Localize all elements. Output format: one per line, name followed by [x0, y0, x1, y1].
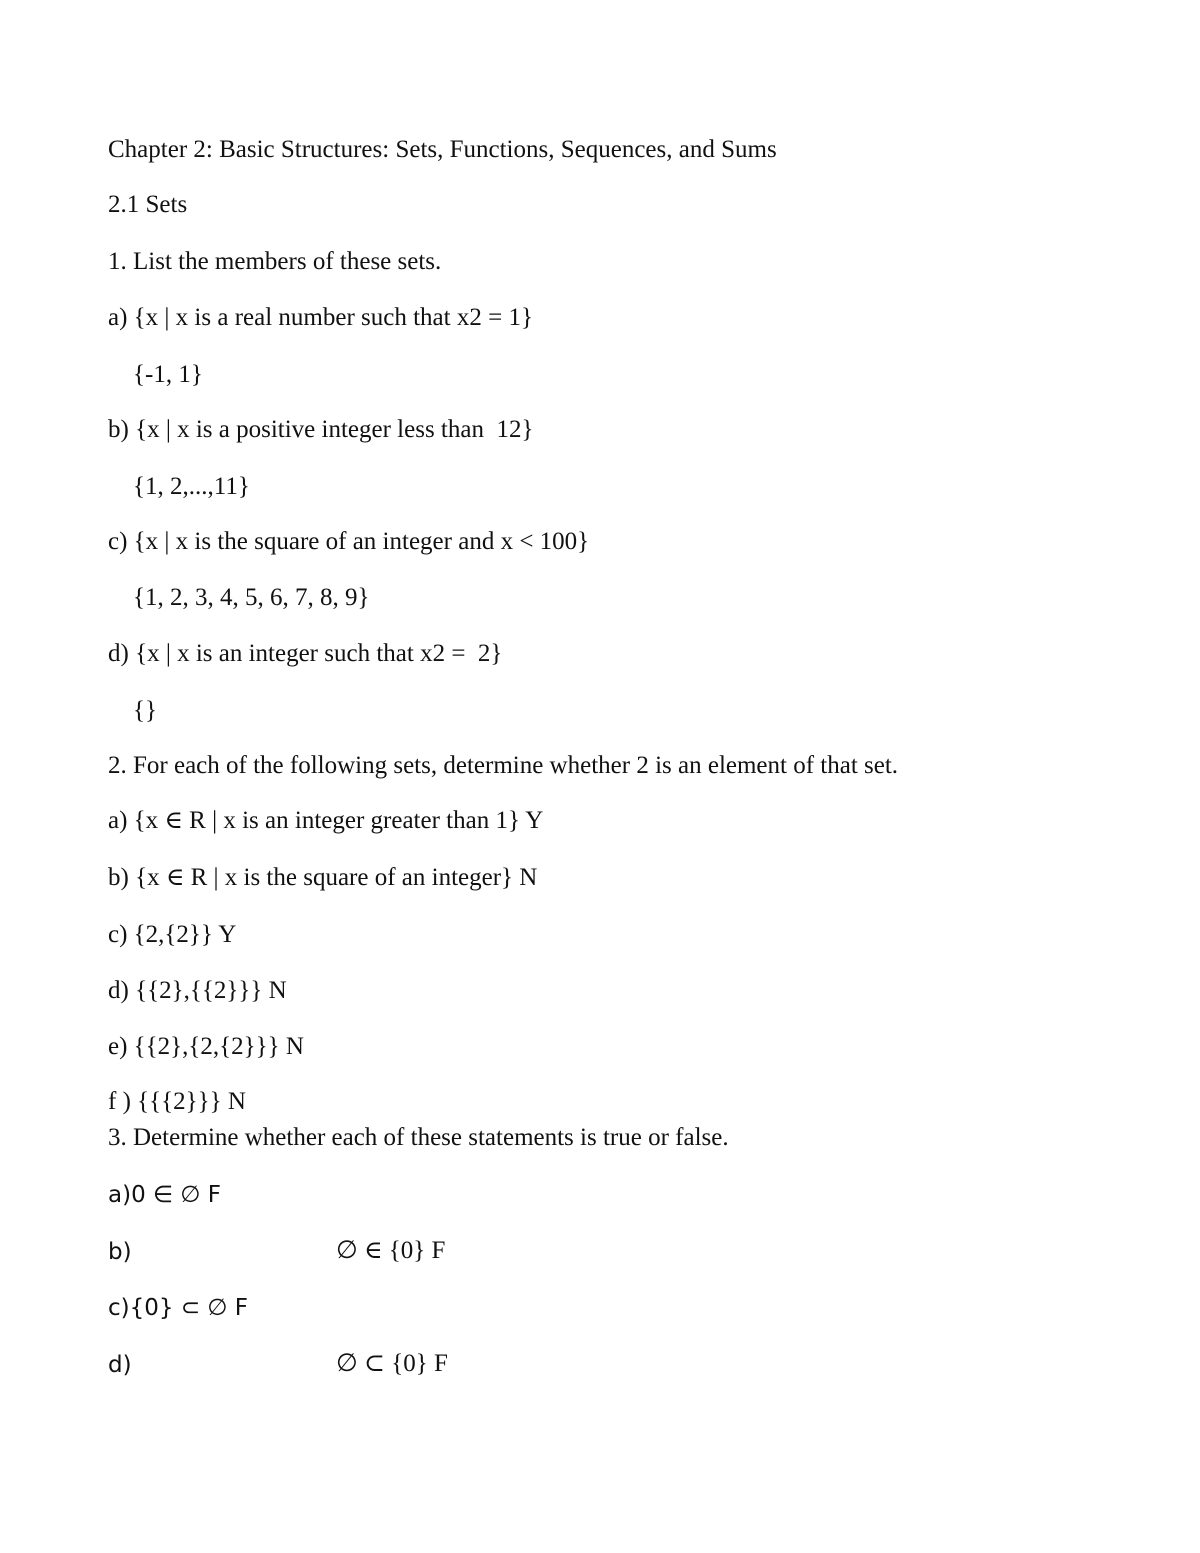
question-2a: a) {x ∈ R | x is an integer greater than 1} Y — [108, 807, 544, 834]
question-1c: c) {x | x is the square of an integer and x < 100} — [108, 528, 590, 555]
chapter-title: Chapter 2: Basic Structures: Sets, Functions, Sequences, and Sums — [108, 136, 777, 163]
answer-1c: {1, 2, 3, 4, 5, 6, 7, 8, 9} — [133, 584, 370, 611]
question-2c: c) {2,{2}} Y — [108, 921, 237, 948]
question-3a: a)0 ∈ ∅ F — [108, 1182, 221, 1208]
question-3c: c){0} ⊂ ∅ F — [108, 1295, 248, 1321]
question-2e: e) {{2},{2,{2}}} N — [108, 1033, 304, 1060]
question-2-prompt: 2. For each of the following sets, determine whether 2 is an element of that set. — [108, 752, 899, 779]
answer-1b: {1, 2,...,11} — [133, 473, 250, 500]
question-2b: b) {x ∈ R | x is the square of an integer} N — [108, 864, 538, 891]
answer-1a: {-1, 1} — [133, 361, 203, 388]
question-1-prompt: 1. List the members of these sets. — [108, 248, 442, 275]
question-1d: d) {x | x is an integer such that x2 = 2} — [108, 640, 503, 667]
question-3d-label: d) — [108, 1352, 132, 1378]
question-1b: b) {x | x is a positive integer less than 12} — [108, 416, 534, 443]
question-3d-statement: ∅ ⊂ {0} F — [336, 1350, 448, 1377]
question-3-prompt: 3. Determine whether each of these statements is true or false. — [108, 1124, 729, 1151]
question-1a: a) {x | x is a real number such that x2 = 1} — [108, 304, 533, 331]
question-2d: d) {{2},{{2}}} N — [108, 977, 287, 1004]
section-title: 2.1 Sets — [108, 191, 188, 218]
question-3b-label: b) — [108, 1239, 132, 1265]
question-3b-statement: ∅ ∈ {0} F — [336, 1237, 446, 1264]
question-2f: f ) {{{2}}} N — [108, 1088, 246, 1115]
answer-1d: {} — [133, 697, 157, 724]
